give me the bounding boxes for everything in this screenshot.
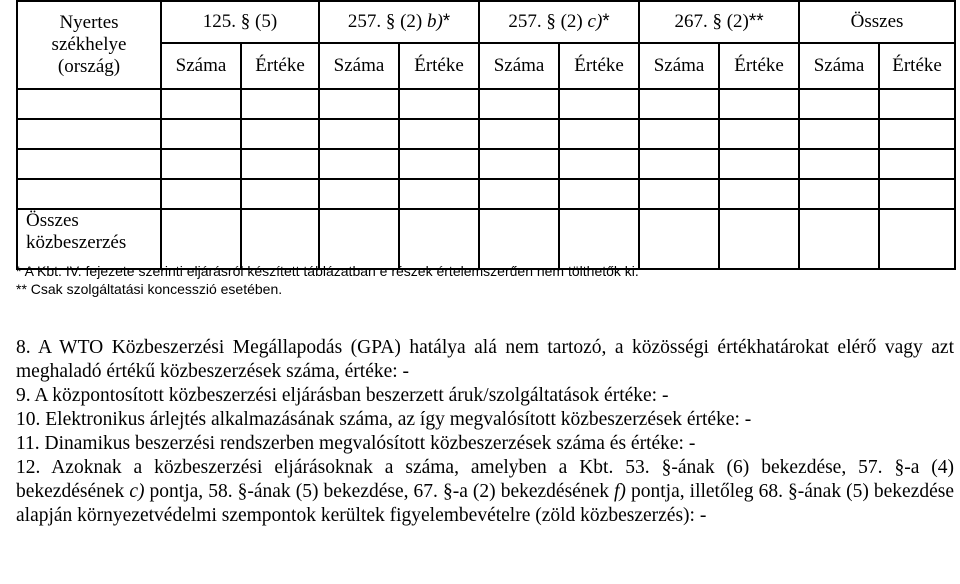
section-sign: §: [237, 481, 248, 502]
item-12-part: -a (2) bekezdésének: [452, 481, 609, 502]
table-cell: [399, 149, 479, 179]
footnotes: [16, 262, 639, 298]
table-cell: [719, 209, 799, 269]
table-cell: [559, 89, 639, 119]
section-sign: §: [546, 11, 556, 33]
table-cell: [241, 89, 319, 119]
table-cell: [559, 149, 639, 179]
col-count: Száma: [799, 43, 879, 89]
table-cell: [479, 149, 559, 179]
item-12-point: f): [614, 481, 626, 502]
table-cell: [559, 119, 639, 149]
table-cell: [479, 179, 559, 209]
item-11: 11. Dinamikus beszerzési rendszerben megvalósított közbeszerzések száma és értéke: -: [16, 433, 696, 454]
table-cell: [241, 209, 319, 269]
item-12-point: c): [129, 481, 145, 502]
col-count: Száma: [319, 43, 399, 89]
table-row: [17, 149, 955, 179]
group-total: Összes: [799, 1, 955, 43]
table-cell: [161, 149, 241, 179]
table-cell: [479, 89, 559, 119]
table-cell: [719, 179, 799, 209]
table-cell: [319, 89, 399, 119]
table-cell: [799, 209, 879, 269]
table-cell: [639, 209, 719, 269]
table-cell: [879, 209, 955, 269]
table-cell: [799, 119, 879, 149]
table-cell: [639, 89, 719, 119]
table-cell: [319, 179, 399, 209]
report-items: [16, 336, 954, 528]
table-row: [17, 119, 955, 149]
group-267-note: **: [748, 11, 764, 33]
group-125-num: 125.: [202, 11, 237, 33]
header-country-line3: (ország): [57, 55, 121, 77]
table-cell: [799, 89, 879, 119]
section-sign: §: [240, 11, 251, 33]
item-12-part: pontja, illetőleg 68.: [630, 481, 783, 502]
table-cell: [161, 179, 241, 209]
group-125: [161, 1, 319, 43]
group-267-num: 267.: [674, 11, 708, 33]
table-cell: [17, 119, 161, 149]
col-value: Értéke: [879, 43, 955, 89]
group-125-par: (5): [255, 11, 278, 33]
total-label-line2: közbeszerzés: [26, 231, 127, 253]
header-country-line2: székhelye: [51, 34, 127, 56]
group-257b-note: *: [442, 11, 451, 33]
table-cell: [799, 149, 879, 179]
total-row: [17, 209, 955, 269]
table-cell: [639, 119, 719, 149]
table-cell: [161, 209, 241, 269]
table-cell: [879, 179, 955, 209]
group-257b: [319, 1, 479, 43]
table-cell: [879, 119, 955, 149]
table-cell: [161, 119, 241, 149]
table-cell: [719, 89, 799, 119]
table-cell: [319, 149, 399, 179]
item-12-part: pontja, 58.: [149, 481, 233, 502]
total-label-line1: Összes: [26, 210, 79, 231]
table-cell: [479, 209, 559, 269]
table-cell: [639, 149, 719, 179]
footnote-2: ** Csak szolgáltatási koncesszió esetében.: [16, 281, 283, 297]
footnote-1: * A Kbt. IV. fejezete szerinti eljárásról készített táblázatban e részek értelemszerűen nem tölthetők ki.: [16, 263, 639, 279]
group-257c-par: (2): [560, 11, 583, 33]
table-cell: [479, 119, 559, 149]
header-country-line1: Nyertes: [59, 12, 119, 34]
header-country: [17, 1, 161, 89]
group-257b-par: (2): [400, 11, 423, 33]
section-sign: §: [661, 457, 672, 478]
item-12-part: 12. Azoknak a közbeszerzési eljárásoknak a száma, amelyben a Kbt. 53.: [16, 457, 650, 478]
table-cell: [399, 89, 479, 119]
item-9: 9. A központosított közbeszerzési eljárásban beszerzett áruk/szolgáltatások értéke: -: [16, 385, 669, 406]
table-row: [17, 89, 955, 119]
group-257c-note: *: [602, 11, 610, 33]
item-10: 10. Elektronikus árlejtés alkalmazásának száma, az így megvalósított közbeszerzések értéke: -: [16, 409, 752, 430]
table-cell: [559, 179, 639, 209]
table-cell: [879, 149, 955, 179]
table-cell: [17, 149, 161, 179]
header-row-1: [17, 1, 955, 43]
table-cell: [17, 179, 161, 209]
group-257c-point: c): [587, 11, 603, 33]
section-sign: §: [442, 481, 453, 502]
table-cell: [161, 89, 241, 119]
table-cell: [241, 149, 319, 179]
col-value: Értéke: [241, 43, 319, 89]
table-cell: [879, 89, 955, 119]
group-257c-num: 257.: [508, 11, 542, 33]
group-267-par: (2): [726, 11, 749, 33]
table-cell: [399, 179, 479, 209]
table-cell: [559, 209, 639, 269]
section-sign: §: [385, 11, 396, 33]
col-count: Száma: [161, 43, 241, 89]
table-cell: [319, 119, 399, 149]
group-257c: [479, 1, 639, 43]
table-cell: [241, 119, 319, 149]
item-8: 8. A WTO Közbeszerzési Megállapodás (GPA) hatálya alá nem tartozó, a közösségi értékhatárokat elérő vagy azt meghaladó értékű közbeszerzések száma, értéke: -: [16, 337, 954, 382]
item-12: [16, 456, 954, 528]
item-12-part: -a (4) bekezdésének: [16, 457, 955, 502]
table-cell: [17, 89, 161, 119]
table-cell: [399, 119, 479, 149]
group-257b-num: 257.: [347, 11, 382, 33]
total-label: [17, 209, 161, 269]
report-table: [16, 0, 956, 270]
col-count: Száma: [639, 43, 719, 89]
table-cell: [399, 209, 479, 269]
section-sign: §: [788, 481, 798, 502]
table-cell: [719, 149, 799, 179]
item-12-part: -ának (5) bekezdése, 67.: [247, 481, 438, 502]
table-cell: [799, 179, 879, 209]
group-267: [639, 1, 799, 43]
item-12-part: -ának (6) bekezdése, 57.: [671, 457, 883, 478]
table-cell: [719, 119, 799, 149]
table-cell: [319, 209, 399, 269]
section-sign: §: [894, 457, 905, 478]
table-row: [17, 179, 955, 209]
col-value: Értéke: [719, 43, 799, 89]
group-257b-point: b): [426, 11, 443, 33]
col-value: Értéke: [399, 43, 479, 89]
table-cell: [241, 179, 319, 209]
col-value: Értéke: [559, 43, 639, 89]
table-cell: [639, 179, 719, 209]
section-sign: §: [712, 11, 722, 33]
item-12-part: -ának (5) bekezdése alapján környezetvédelmi szempontok kerültek figyelembevételre (zöld közbeszerzés): -: [16, 481, 955, 526]
col-count: Száma: [479, 43, 559, 89]
